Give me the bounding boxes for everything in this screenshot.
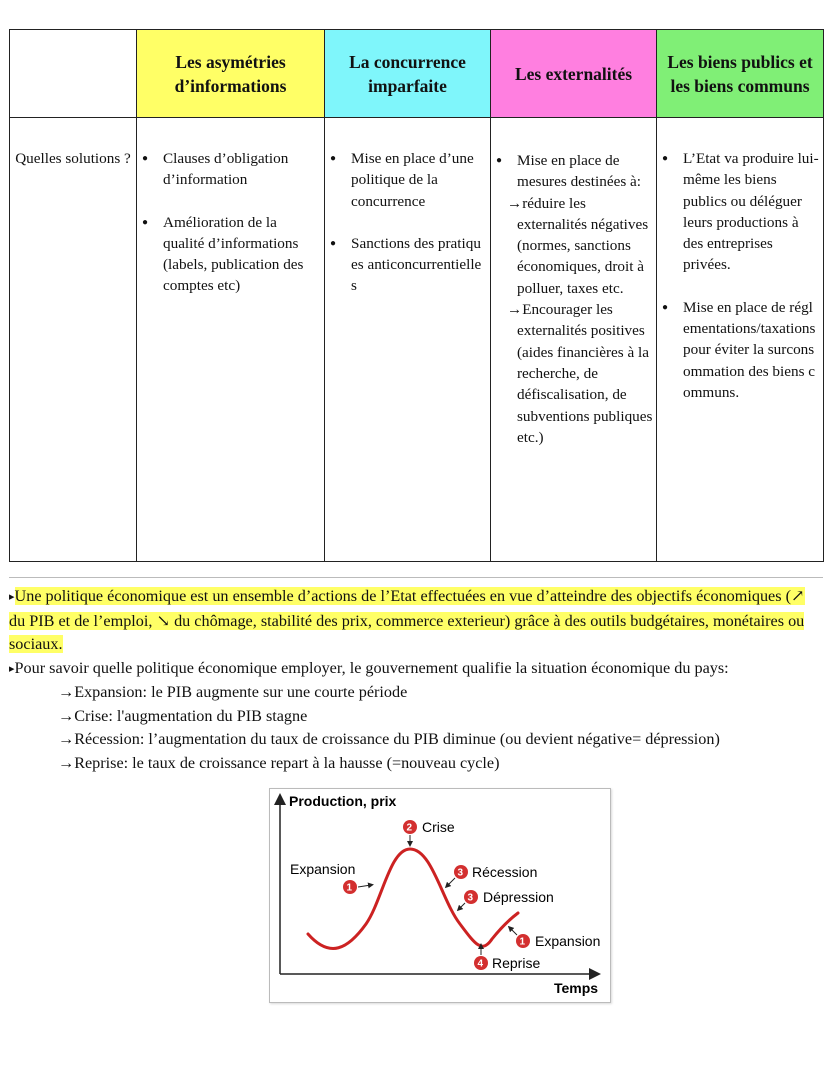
label-depression: Dépression (483, 889, 554, 905)
svg-text:4: 4 (477, 958, 484, 970)
list-item: ● Mise en place de mesures destinées à: (491, 150, 652, 193)
list-item: →Crise: l'augmentation du PIB stagne (58, 706, 308, 725)
list-item: →Récession: l’augmentation du taux de croissance du PIB diminue (ou devient négative= dépression) (58, 730, 720, 748)
solutions-table (9, 29, 824, 562)
svg-text:1: 1 (519, 936, 526, 948)
arrow-line: →Encourager les (507, 301, 613, 319)
header-empty (10, 30, 137, 118)
list-item: ● Mise en place d’une politique de la concurrence (325, 148, 486, 212)
header-biens-publics: Les biens publics et les biens communs (657, 30, 824, 118)
svg-text:1: 1 (346, 882, 353, 894)
row-label: Quelles solutions ? (10, 118, 137, 562)
header-externalites: Les externalités (491, 30, 657, 118)
paragraph-definition: ▸Une politique économique est un ensemble d’actions de l’Etat effectuées en vue d’atteindre des objectifs économiques (↗ du PIB et de l’emploi, ↘ du chômage, stabilité des prix, commerce exterieur) grâce à des outils budgétaires, monétaires ou sociaux. (9, 587, 805, 653)
x-axis-label: Temps (554, 980, 599, 996)
header-concurrence: La concurrence imparfaite (325, 30, 491, 118)
list-item: ● Sanctions des pratiques anticoncurrentielles (325, 233, 486, 297)
y-axis-label: Production, prix (289, 793, 397, 809)
arrow-line: →réduire les (507, 194, 586, 212)
label-recession: Récession (472, 864, 538, 880)
text-block: externalités négatives (normes, sanctions économiques, droit à polluer, taxes etc. (517, 215, 649, 297)
list-item: ● Clauses d’obligation d’information (137, 148, 320, 191)
list-item: →Expansion: le PIB augmente sur une courte période (58, 683, 408, 701)
label-expansion-1: Expansion (290, 861, 356, 877)
label-reprise: Reprise (492, 955, 541, 971)
divider (9, 577, 823, 578)
label-expansion-2: Expansion (535, 933, 601, 949)
list-item: ● L’Etat va produire lui-même les biens publics ou déléguer leurs productions à des entreprises privées. (657, 148, 819, 276)
svg-text:3: 3 (457, 867, 464, 879)
cell-biens-publics (657, 118, 824, 562)
business-cycle-diagram (269, 788, 611, 1003)
cell-externalites (491, 118, 657, 562)
list-item: ● Amélioration de la qualité d’informations (labels, publication des comptes etc) (137, 212, 320, 297)
cell-asymetries (137, 118, 325, 562)
svg-text:2: 2 (406, 822, 413, 834)
header-asymetries: Les asymétries d’informations (137, 30, 325, 118)
label-crise: Crise (422, 819, 455, 835)
text-block: externalités positives (aides financières à la recherche, de défiscalisation, de subventions publiques etc.) (517, 322, 653, 446)
cell-concurrence (325, 118, 491, 562)
list-item: ● Mise en place de réglementations/taxations pour éviter la surconsommation des biens communs. (657, 297, 819, 403)
paragraph-situation: ▸Pour savoir quelle politique économique employer, le gouvernement qualifie la situation économique du pays: (9, 658, 729, 677)
list-item: →Reprise: le taux de croissance repart à la hausse (=nouveau cycle) (58, 753, 500, 772)
svg-text:3: 3 (467, 892, 474, 904)
explanation-text (9, 585, 821, 775)
